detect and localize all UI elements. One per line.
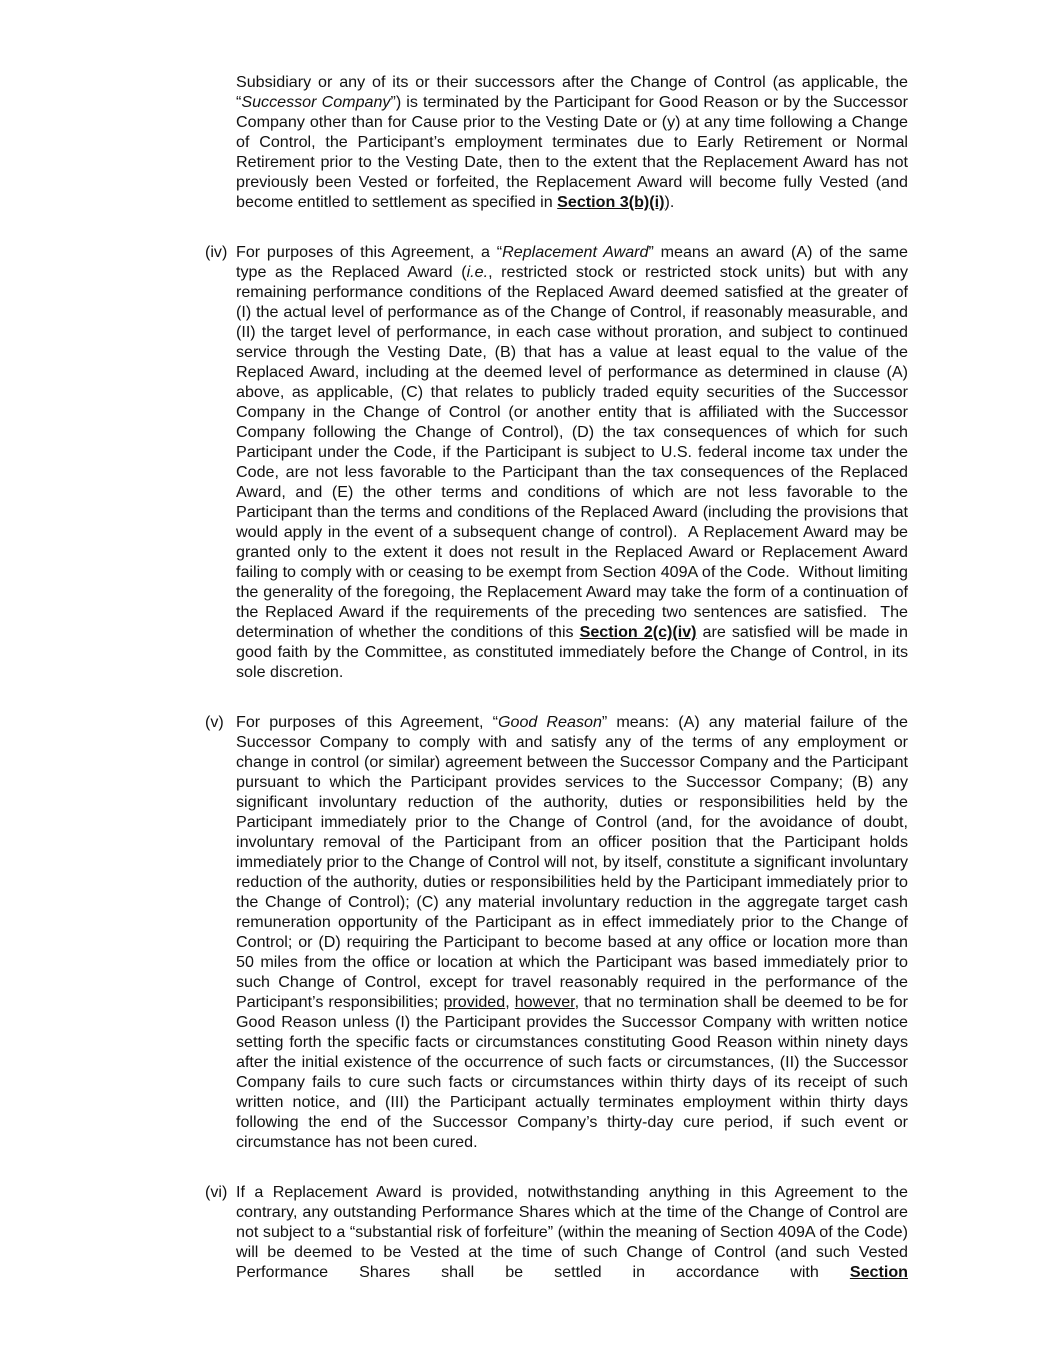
- item-text: , restricted stock or restricted stock units) but with any remaining performance conditions of the Replaced Award deemed satisfied at the greater of (I) the actual level of performance as of the Change of Control, if reasonably measurable, and (II) the target level of performance, in each case without proration, and subject to continued service through the Vesting Date, (B) that has a value at least equal to the value of the Replaced Award, including at the deemed level of performance as determined in clause (A) above, as applicable, (C) that relates to publicly traded equity securities of the Successor Company in the Change of Control (or another entity that is affiliated with the Successor Company following the Change of Control), (D) the tax consequences of which for such Participant under the Code, if the Participant is subject to U.S. federal income tax under the Code, are not less favorable to the Participant than the tax consequences of the Replaced Award, and (E) the other terms and conditions of which are not less favorable to the Participant than the terms and conditions of the Replaced Award (including the provisions that would apply in the event of a subsequent change of control). A Replacement Award may be granted only to the extent it does not result in the Replaced Award or Replacement Award failing to comply with or ceasing to be exempt from Section 409A of the Code. Without limiting the generality of the foregoing, the Replacement Award may take the form of a continuation of the Replaced Award if the requirements of the preceding two sentences are satisfied. The determination of whether the conditions of this: [236, 263, 908, 641]
- item-text: ,: [505, 993, 515, 1011]
- item-text: For purposes of this Agreement, a “: [236, 243, 503, 261]
- however-term: however: [514, 993, 575, 1011]
- item-number: (v): [205, 713, 224, 731]
- defined-term-replacement-award: Replacement Award: [502, 243, 649, 261]
- item-number: (iv): [205, 243, 228, 261]
- item-number: (vi): [205, 1183, 228, 1201]
- para-text: ”) is terminated by the Participant for Good Reason or by the Successor Company other than for Cause prior to the Vesting Date or (y) at any time following a Change of Control, the Participant’s employment terminates due to Early Retirement or Normal Retirement prior to the Vesting Date, then to the extent that the Replacement Award has not previously been Vested or forfeited, the Replacement Award will become fully Vested (and become entitled to settlement as specified in: [236, 93, 908, 211]
- item-text: If a Replacement Award is provided, notwithstanding anything in this Agreement to the contrary, any outstanding Performance Shares which at the time of the Change of Control are not subject to a “substantial risk of forfeiture” (within the meaning of Section 409A of the Code) will be deemed to be Vested at the time of such Change of Control (and such Vested Performance Shares shall be settled in accordance with: [236, 1183, 908, 1281]
- defined-term-successor-company: Successor Company: [241, 93, 391, 111]
- section-reference-3bi: Section 3(b)(i): [557, 193, 665, 211]
- item-text: For purposes of this Agreement, “: [236, 713, 498, 731]
- para-text: ).: [664, 193, 675, 211]
- item-text: , that no termination shall be deemed to be for Good Reason unless (I) the Participant provides the Successor Company with written notice setting forth the specific facts or circumstances constituting Good Reason within ninety days after the initial existence of the occurrence of such facts or circumstances, (II) the Successor Company fails to cure such facts or circumstances within thirty days of its receipt of such written notice, and (III) the Participant actually terminates employment within thirty days following the end of the Successor Company’s thirty-day cure period, if such event or circumstance has not been cured.: [236, 993, 908, 1151]
- paragraph-continuation: [236, 72, 908, 212]
- provided-term: provided: [443, 993, 506, 1011]
- list-item-iv: [205, 242, 908, 682]
- list-item-vi: [205, 1182, 908, 1282]
- section-reference-trailing: Section: [849, 1263, 908, 1281]
- item-body: [236, 1182, 908, 1282]
- defined-term-good-reason: Good Reason: [497, 713, 602, 731]
- item-text: are satisfied will be made in good faith by the Committee, as constituted immediately before the Change of Control, in its sole discretion.: [236, 623, 908, 681]
- item-text: ” means an award (A) of the same type as the Replaced Award (: [236, 243, 908, 281]
- ie-abbreviation: i.e.: [466, 263, 489, 281]
- item-text: ” means: (A) any material failure of the Successor Company to comply with and satisfy any of the terms of any employment or change in control (or similar) agreement between the Successor Company and the Participant pursuant to which the Participant provides services to the Successor Company; (B) any significant involuntary reduction of the authority, duties or responsibilities held by the Participant immediately prior to the Change of Control (and, for the avoidance of doubt, involuntary removal of the Participant from an officer position that the Participant holds immediately prior to the Change of Control will not, by itself, constitute a significant involuntary reduction of the authority, duties or responsibilities held by the Participant immediately prior to the Change of Control); (C) any material involuntary reduction in the aggregate target cash remuneration opportunity of the Participant as in effect immediately prior to the Change of Control; or (D) requiring the Participant to become based at any office or location more than 50 miles from the office or location at which the Participant was based immediately prior to such Change of Control, except for travel reasonably required in the performance of the Participant’s responsibilities;: [236, 713, 908, 1011]
- item-body: [236, 242, 908, 682]
- section-reference-2civ: Section 2(c)(iv): [579, 623, 697, 641]
- list-item-v: [205, 712, 908, 1152]
- item-body: [236, 712, 908, 1152]
- para-text: Subsidiary or any of its or their successors after the Change of Control (as applicable, the “: [236, 73, 908, 111]
